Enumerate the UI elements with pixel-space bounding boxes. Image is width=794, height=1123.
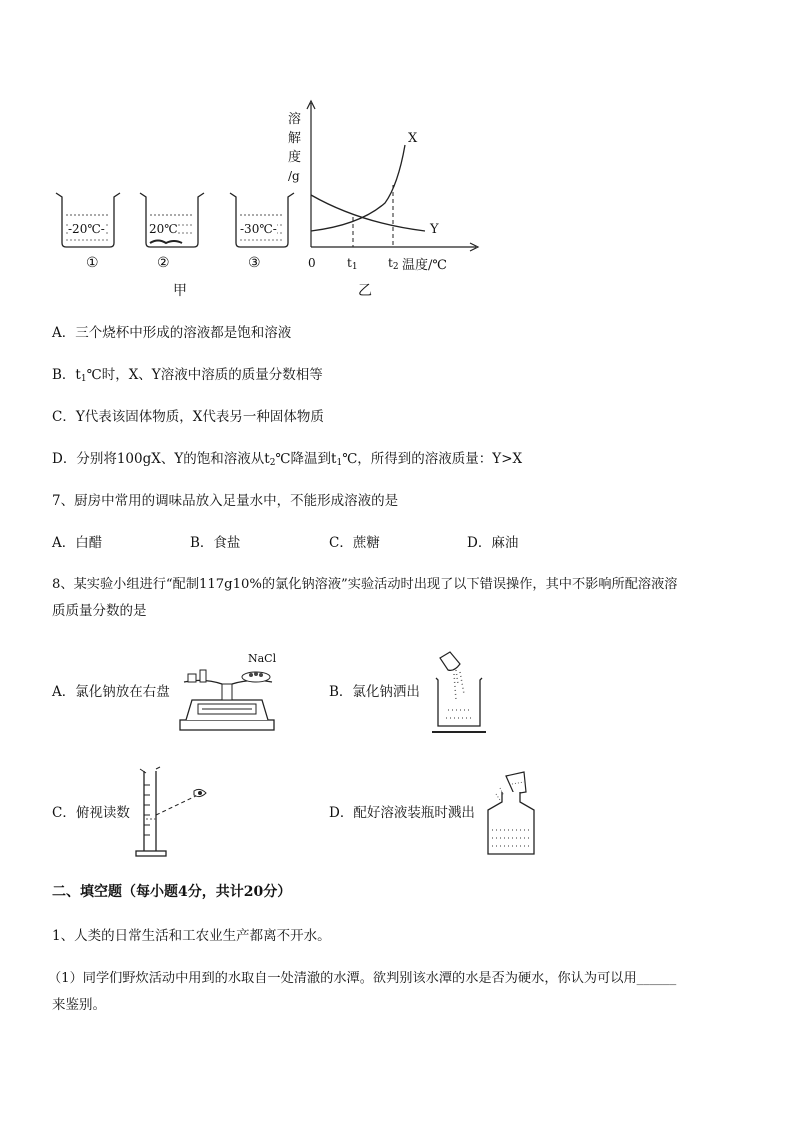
q7-option-d: D．麻油 [467, 535, 519, 551]
beaker-3-temp: -30℃- [240, 222, 277, 236]
curve-y-label: Y [430, 222, 439, 237]
t2-sub: 2 [392, 262, 399, 272]
origin-label: 0 [308, 256, 316, 270]
t2-main: t [388, 256, 393, 270]
q7-option-b: B．食盐 [190, 535, 241, 551]
t1-sub: 1 [351, 262, 358, 272]
ylabel-char-3: 度 [288, 150, 302, 165]
t2-label [388, 256, 399, 272]
q6-option-d [52, 450, 522, 472]
spilling-beaker-figure [430, 650, 490, 736]
beaker-1 [56, 193, 120, 247]
q6-d-pre: D．分别将100gX、Y的饱和溶液从t [52, 451, 270, 467]
q6-b-pre: B．t [52, 367, 81, 383]
q7-option-c: C．蔗糖 [329, 535, 380, 551]
q8-stem-line1: 8、某实验小组进行“配制117g10%的氯化钠溶液”实验活动时出现了以下错误操作，其中不影响所配溶液溶 [52, 577, 678, 592]
curve-x [311, 145, 405, 231]
q6-d-mid: ℃降温到t [275, 451, 337, 467]
beaker-3-number: ③ [248, 255, 261, 271]
t1-main: t [347, 256, 352, 270]
curve-y [311, 195, 425, 231]
t1-label [347, 256, 358, 272]
label-jia: 甲 [173, 283, 187, 299]
graduated-cylinder-figure [134, 765, 214, 859]
q6-d-post: ℃，所得到的溶液质量：Y>X [342, 451, 523, 467]
beaker-3 [230, 193, 294, 247]
beaker-2 [140, 193, 204, 247]
section2-heading: 二、填空题（每小题4分，共计20分） [52, 884, 292, 900]
label-yi: 乙 [358, 283, 372, 299]
beaker-2-temp: 20℃ [149, 222, 178, 236]
solubility-graph-drawing [300, 95, 490, 265]
q6-option-c: C．Y代表该固体物质，X代表另一种固体物质 [52, 409, 324, 425]
beaker-2-number: ② [157, 255, 170, 271]
q7-option-a: A．白醋 [52, 535, 103, 551]
graph-ylabel [288, 110, 304, 186]
section2-q1-stem: 1、人类的日常生活和工农业生产都离不开水。 [52, 928, 331, 944]
ylabel-char-1: 溶 [288, 112, 302, 127]
q6-d-sub2: 1 [336, 458, 343, 468]
q6-d-sub1: 2 [269, 458, 276, 468]
q8-option-a: A．氯化钠放在右盘 [52, 684, 170, 700]
ylabel-char-2: 解 [288, 131, 302, 146]
curve-x-label: X [408, 131, 418, 146]
beaker-1-number: ① [86, 255, 99, 271]
x-axis-label: 温度/℃ [402, 258, 447, 273]
bottle-pouring-figure [484, 770, 544, 858]
q8-stem-line2: 质质量分数的是 [52, 603, 147, 619]
beaker-1-temp: -20℃- [68, 222, 105, 236]
q7-stem: 7、厨房中常用的调味品放入足量水中，不能形成溶液的是 [52, 493, 399, 509]
q6-b-post: ℃时，X、Y溶液中溶质的质量分数相等 [86, 367, 323, 383]
section2-q1-part1-line1: （1）同学们野炊活动中用到的水取自一处清澈的水潭。欲判别该水潭的水是否为硬水，你认为可以用______ [48, 971, 677, 986]
q6-option-b [52, 366, 323, 388]
q8-option-d: D．配好溶液装瓶时溅出 [329, 805, 475, 821]
nacl-label: NaCl [248, 652, 277, 665]
q8-option-c: C．俯视读数 [52, 805, 130, 821]
section2-q1-part1-line2: 来鉴别。 [52, 997, 106, 1013]
q6-option-a: A．三个烧杯中形成的溶液都是饱和溶液 [52, 325, 292, 341]
q8-option-b: B．氯化钠洒出 [329, 684, 420, 700]
ylabel-char-4: /g [288, 169, 300, 183]
q6-b-sub: 1 [80, 374, 87, 384]
